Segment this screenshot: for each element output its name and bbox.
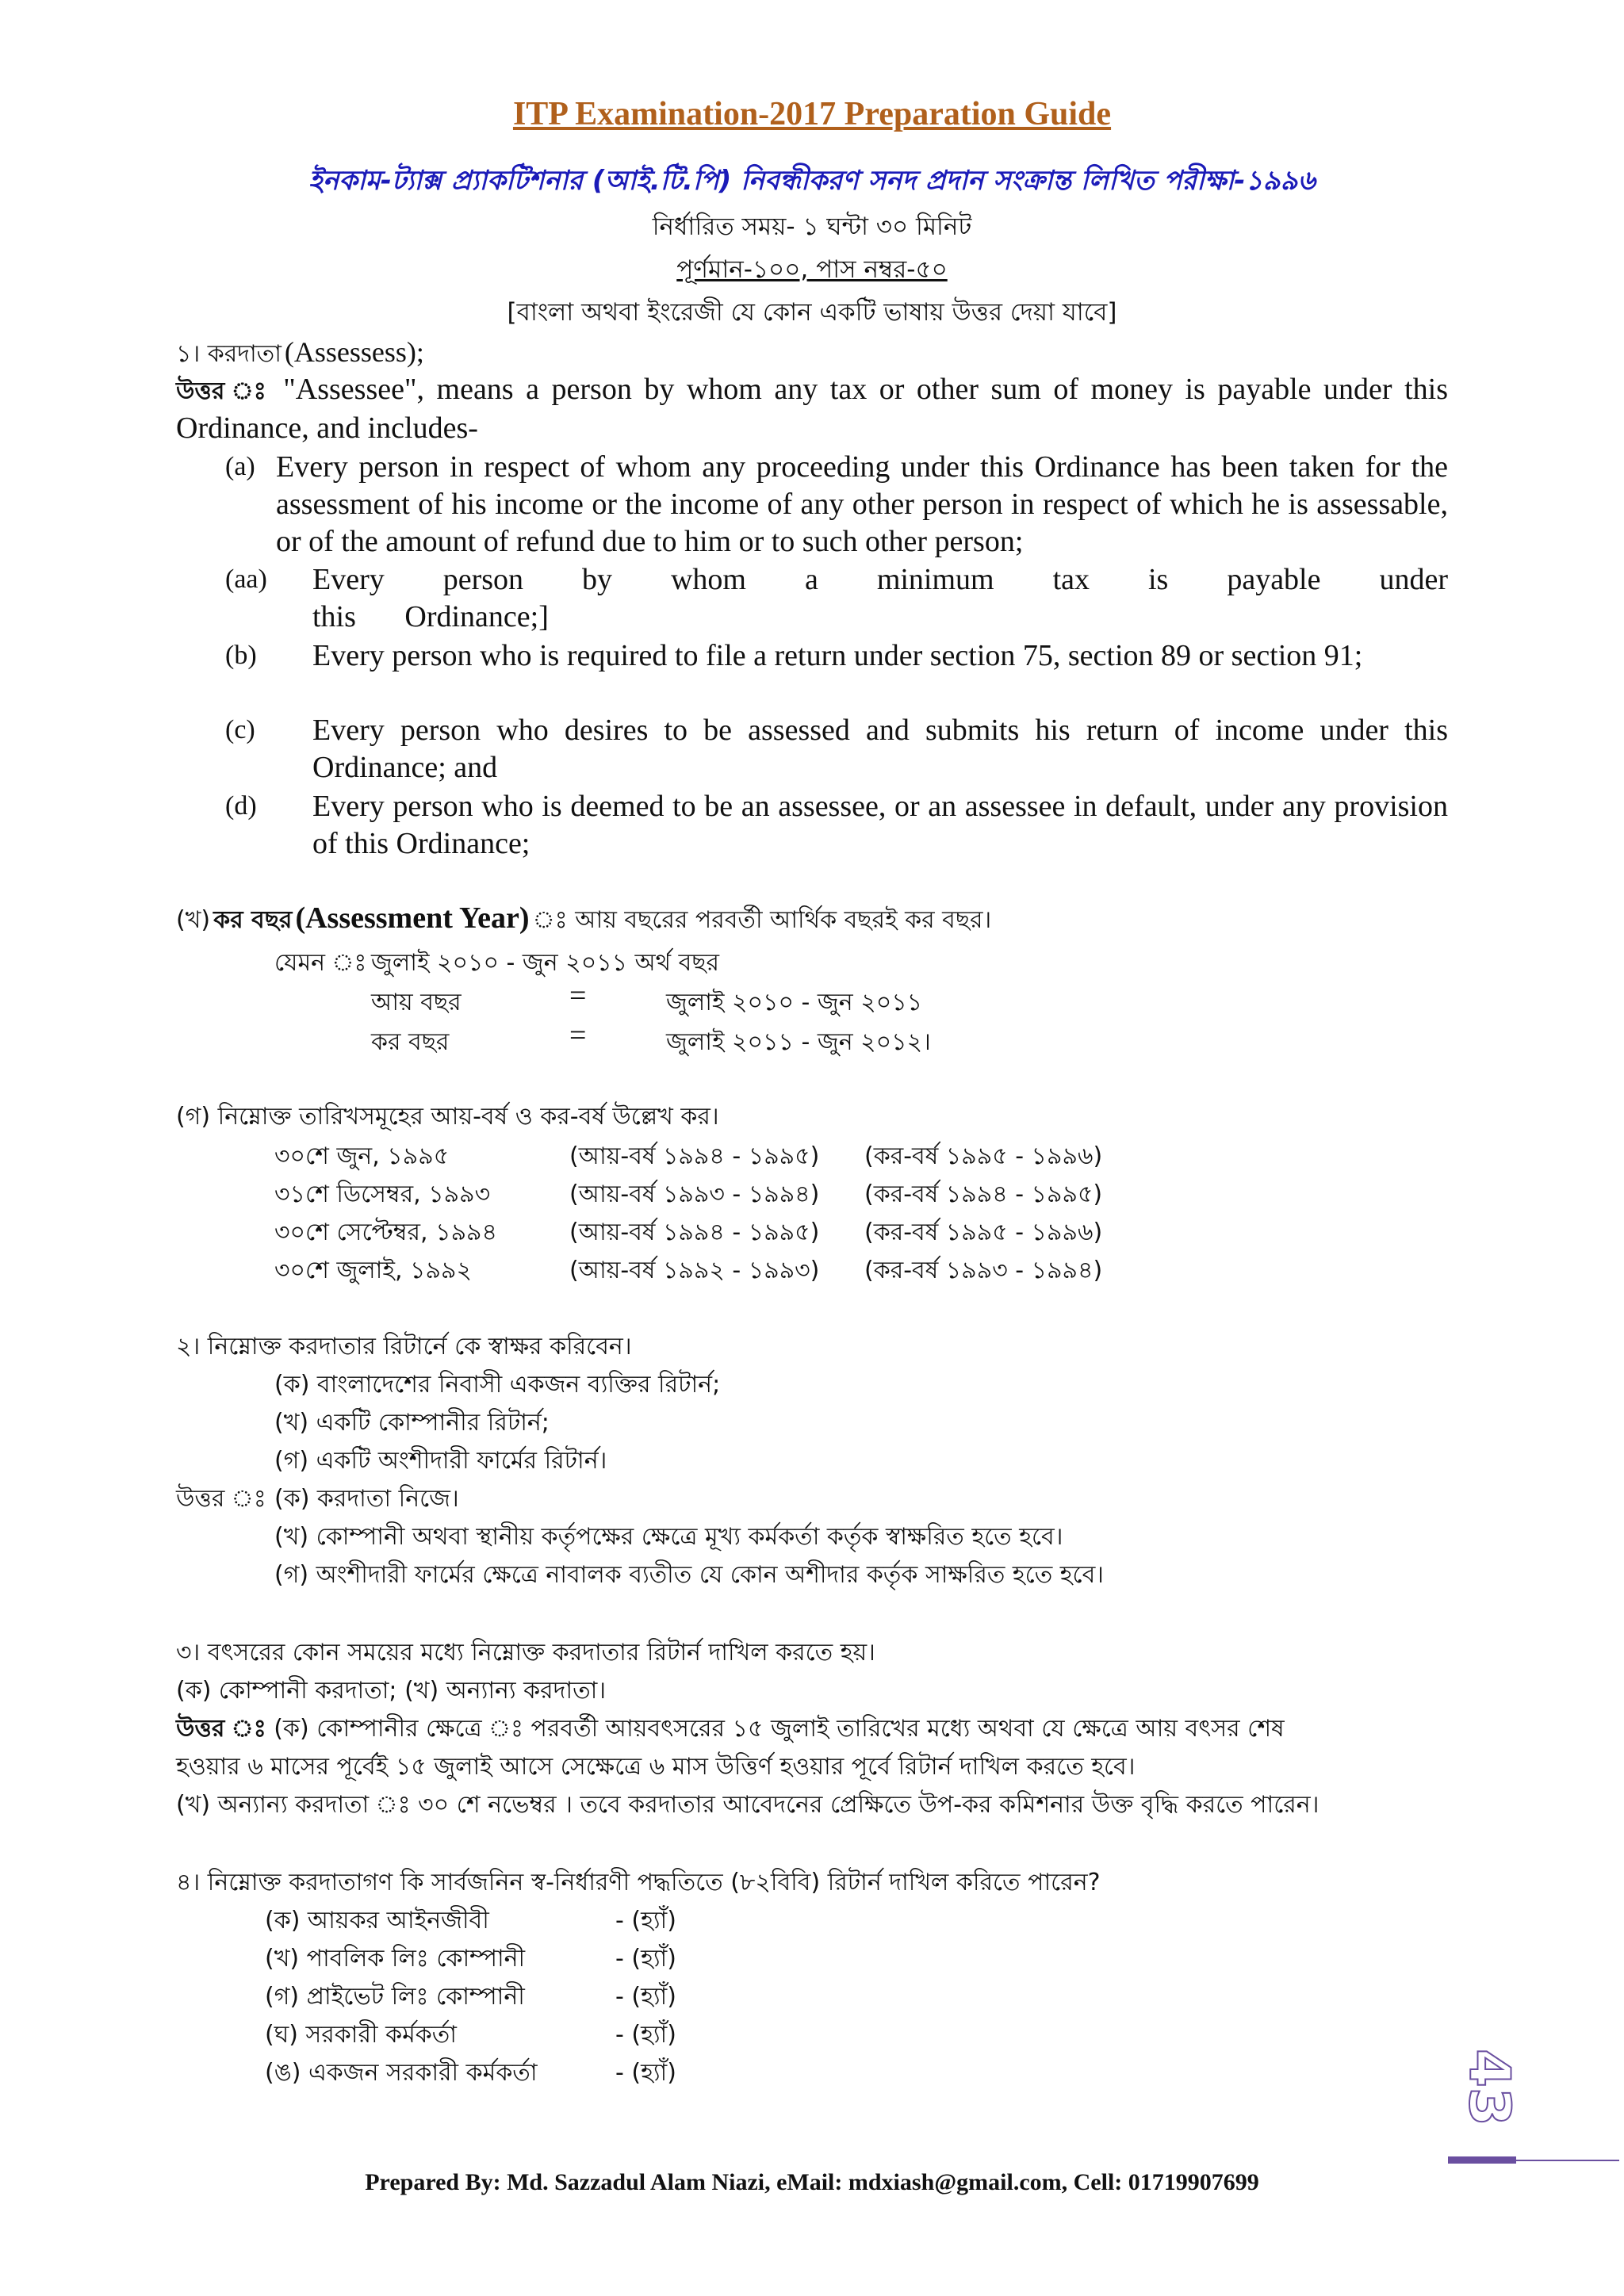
q1-question bbox=[176, 335, 424, 375]
q1-question-en: (Assessess); bbox=[284, 336, 424, 368]
page-title: ITP Examination-2017 Preparation Guide bbox=[512, 96, 1112, 132]
example-value: জুলাই ২০১০ - জুন ২০১১ অর্থ বছর bbox=[371, 949, 720, 977]
income-year-cell: (আয়-বর্ষ ১৯৯৪ - ১৯৯৫) bbox=[569, 1219, 820, 1246]
tax-year-label: কর বছর bbox=[371, 1028, 450, 1056]
page-number-rule-thin bbox=[1516, 2160, 1619, 2161]
exam-subtitle: ইনকাম-ট্যাক্স প্র্যাকটিশনার (আই.টি.পি) নিবন্ধীকরণ সনদ প্রদান সংক্রান্ত লিখিত পরীক্ষা-১৯৯৬ bbox=[308, 165, 1316, 197]
q2-item: (খ) একটি কোম্পানীর রিটার্ন; bbox=[274, 1409, 550, 1437]
q1-answer-text: "Assessee", means a person by whom any tax or other sum of money is payable under this Ordinance, and includes- bbox=[176, 373, 1448, 445]
q2-question: ২। নিম্নোক্ত করদাতার রিটার্নে কে স্বাক্ষর করিবেন। bbox=[176, 1333, 632, 1360]
income-year-cell: (আয়-বর্ষ ১৯৯২ - ১৯৯৩) bbox=[569, 1257, 820, 1284]
q4-item: (গ) প্রাইভেট লিঃ কোম্পানী bbox=[265, 1983, 525, 2011]
q1-item-text: Every person who desires to be assessed and submits his return of income under this Ordinance; and bbox=[312, 714, 1448, 784]
language-note: [বাংলা অথবা ইংরেজী যে কোন একটি ভাষায় উত্তর দেয়া যাবে] bbox=[507, 298, 1117, 327]
q4-answer: - (হ্যাঁ) bbox=[615, 1907, 676, 1934]
date-cell: ৩০শে সেপ্টেম্বর, ১৯৯৪ bbox=[274, 1219, 497, 1246]
q4-answer: - (হ্যাঁ) bbox=[615, 2021, 676, 2049]
q2-answer: (ক) করদাতা নিজে। bbox=[274, 1485, 459, 1513]
tax-year-cell: (কর-বর্ষ ১৯৯৫ - ১৯৯৬) bbox=[864, 1219, 1103, 1246]
ga-question: (গ) নিম্নোক্ত তারিখসমূহের আয়-বর্ষ ও কর-বর্ষ উল্লেখ কর। bbox=[176, 1103, 719, 1131]
income-year-cell: (আয়-বর্ষ ১৯৯৪ - ১৯৯৫) bbox=[569, 1142, 820, 1170]
q1-item-label: (aa) bbox=[225, 564, 267, 594]
example-label: যেমন ঃ bbox=[274, 949, 367, 977]
page-number: 43 bbox=[1457, 2049, 1522, 2126]
date-cell: ৩০শে জুলাই, ১৯৯২ bbox=[274, 1257, 472, 1284]
q1-item-label: (a) bbox=[225, 452, 255, 481]
assessment-year-heading: (খ) কর বছর (Assessment Year) ঃ আয় বছরের পরবর্তী আর্থিক বছরই কর বছর। bbox=[176, 901, 992, 935]
q2-answer: (গ) অংশীদারী ফার্মের ক্ষেত্রে নাবালক ব্যতীত যে কোন অশীদার কর্তৃক সাক্ষরিত হতে হবে। bbox=[274, 1561, 1104, 1589]
exam-time: নির্ধারিত সময়- ১ ঘন্টা ৩০ মিনিট bbox=[652, 212, 972, 241]
tax-year-cell: (কর-বর্ষ ১৯৯৫ - ১৯৯৬) bbox=[864, 1142, 1103, 1170]
q1-item-text: Every person by whom a minimum tax is payable under this Ordinance;] bbox=[312, 563, 1448, 633]
assessment-year-definition: ঃ আয় বছরের পরবর্তী আর্থিক বছরই কর বছর। bbox=[532, 906, 992, 934]
q3-sub: (ক) কোম্পানী করদাতা; (খ) অন্যান্য করদাতা। bbox=[176, 1677, 607, 1705]
q2-answer: (খ) কোম্পানী অথবা স্থানীয় কর্তৃপক্ষের ক্ষেত্রে মূখ্য কর্মকর্তা কর্তৃক স্বাক্ষরিত হতে হবে। bbox=[274, 1523, 1063, 1551]
q3-answer-label: উত্তর ঃ bbox=[176, 1715, 266, 1743]
tax-year-cell: (কর-বর্ষ ১৯৯৪ - ১৯৯৫) bbox=[864, 1181, 1103, 1208]
q4-item: (খ) পাবলিক লিঃ কোম্পানী bbox=[265, 1945, 526, 1973]
q4-question: ৪। নিম্নোক্ত করদাতাগণ কি সার্বজনিন স্ব-নির্ধারণী পদ্ধতিতে (৮২বিবি) রিটার্ন দাখিল করিতে পারেন? bbox=[176, 1869, 1101, 1896]
q2-answer-label: উত্তর ঃ bbox=[176, 1485, 266, 1513]
tax-year-value: জুলাই ২০১১ - জুন ২০১২। bbox=[666, 1028, 931, 1056]
income-year-equals: = bbox=[569, 979, 587, 1012]
page-number-rule bbox=[1448, 2156, 1516, 2164]
q2-item: (গ) একটি অংশীদারী ফার্মের রিটার্ন। bbox=[274, 1447, 607, 1475]
q4-item: (ক) আয়কর আইনজীবী bbox=[265, 1907, 489, 1934]
q1-item-label: (d) bbox=[225, 791, 257, 821]
assessment-year-heading-en: (Assessment Year) bbox=[295, 901, 530, 935]
tax-year-cell: (কর-বর্ষ ১৯৯৩ - ১৯৯৪) bbox=[864, 1257, 1103, 1284]
q1-answer-label: উত্তর ঃ bbox=[176, 377, 271, 405]
q1-item-label: (c) bbox=[225, 715, 255, 744]
q4-answer: - (হ্যাঁ) bbox=[615, 1945, 676, 1973]
q3-answer-line: হওয়ার ৬ মাসের পূর্বেই ১৫ জুলাই আসে সেক্ষেত্রে ৬ মাস উত্তির্ণ হওয়ার পূর্বে রিটার্ন দাখিল করতে হবে। bbox=[176, 1753, 1136, 1781]
q3-answer-line: (খ) অন্যান্য করদাতা ঃ ৩০ শে নভেম্বর । তবে করদাতার আবেদনের প্রেক্ষিতে উপ-কর কমিশনার উক্ত বৃদ্ধি করতে পারেন। bbox=[176, 1791, 1320, 1819]
q1-item-text: Every person in respect of whom any proceeding under this Ordinance has been taken for the assessment of his income or the income of any other person in respect of which he is assessable, or of the amount of refund due to him or to such other person; bbox=[276, 450, 1448, 558]
assessment-year-heading-bn: কর বছর bbox=[213, 906, 293, 934]
date-cell: ৩০শে জুন, ১৯৯৫ bbox=[274, 1142, 450, 1170]
exam-marks: পূর্ণমান-১০০, পাস নম্বর-৫০ bbox=[676, 255, 948, 284]
tax-year-equals: = bbox=[569, 1019, 587, 1052]
income-year-value: জুলাই ২০১০ - জুন ২০১১ bbox=[666, 989, 923, 1016]
q1-question-bn: ১। করদাতা bbox=[176, 340, 282, 368]
income-year-label: আয় বছর bbox=[371, 989, 462, 1016]
q4-answer: - (হ্যাঁ) bbox=[615, 2059, 676, 2087]
q1-answer bbox=[176, 371, 1448, 447]
q4-answer: - (হ্যাঁ) bbox=[615, 1983, 676, 2011]
q1-item-label: (b) bbox=[225, 641, 257, 670]
footer-credit: Prepared By: Md. Sazzadul Alam Niazi, eMail: mdxiash@gmail.com, Cell: 01719907699 bbox=[365, 2169, 1259, 2195]
q2-item: (ক) বাংলাদেশের নিবাসী একজন ব্যক্তির রিটার্ন; bbox=[274, 1371, 721, 1399]
q1-item-text: Every person who is required to file a return under section 75, section 89 or section 91; bbox=[312, 639, 1363, 672]
q4-item: (ঘ) সরকারী কর্মকর্তা bbox=[265, 2021, 457, 2049]
q3-question: ৩। বৎসরের কোন সময়ের মধ্যে নিম্নোক্ত করদাতার রিটার্ন দাখিল করতে হয়। bbox=[176, 1639, 875, 1667]
q1-item-text: Every person who is deemed to be an assessee, or an assessee in default, under any provision of this Ordinance; bbox=[312, 790, 1448, 860]
q4-item: (ঙ) একজন সরকারী কর্মকর্তা bbox=[265, 2059, 538, 2087]
date-cell: ৩১শে ডিসেম্বর, ১৯৯৩ bbox=[274, 1181, 491, 1208]
q3-answer-line: উত্তর ঃ (ক) কোম্পানীর ক্ষেত্রে ঃ পরবর্তী আয়বৎসরের ১৫ জুলাই তারিখের মধ্যে অথবা যে ক্ষেত্রে আয় বৎসর শেষ bbox=[176, 1715, 1285, 1743]
income-year-cell: (আয়-বর্ষ ১৯৯৩ - ১৯৯৪) bbox=[569, 1181, 820, 1208]
